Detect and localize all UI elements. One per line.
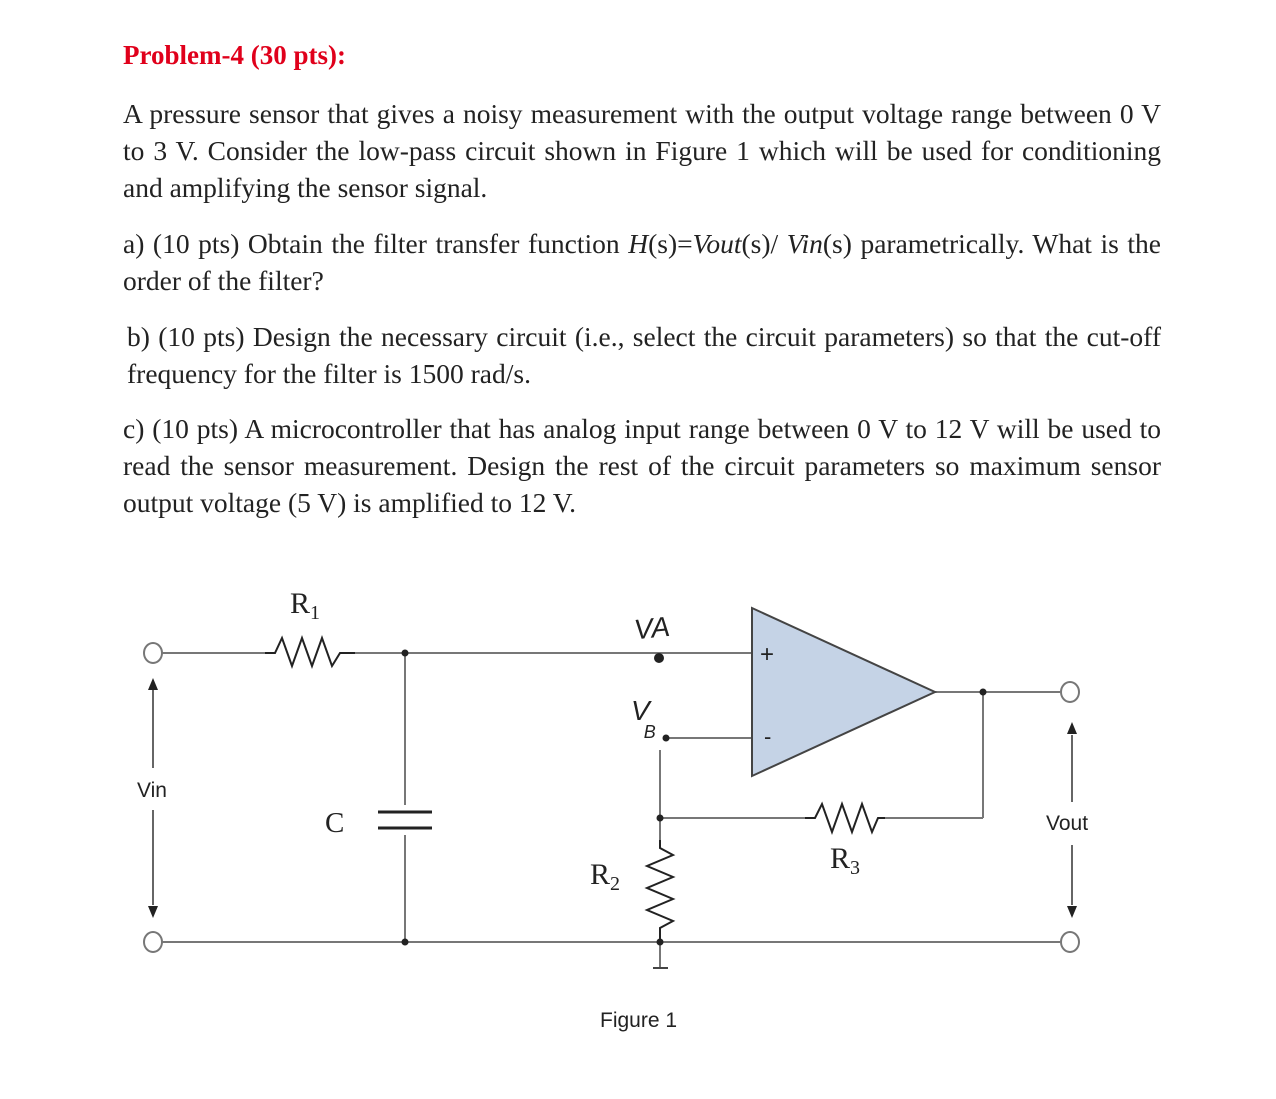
label-vin: Vin [137, 779, 167, 802]
label-r1: $R_1$ [290, 587, 321, 624]
label-r3: $R_3$ [830, 842, 861, 879]
opamp-minus-label: - [764, 724, 772, 749]
label-vout: Vout [1046, 812, 1089, 835]
circuit-wires [162, 653, 1060, 968]
problem-title: Problem-4 (30 pts): [123, 40, 346, 70]
terminals [144, 643, 1079, 952]
resistor-r2 [647, 840, 673, 940]
vout-top-terminal [1061, 682, 1079, 702]
label-va: VA [632, 610, 672, 646]
vin-bottom-terminal [144, 932, 162, 952]
part-b-question: b) (10 pts) Design the necessary circuit (i.e., select the circuit parameters) so that the cut-off frequency for the filter is 1500 rad/s. [127, 321, 1161, 389]
capacitor-c [378, 812, 432, 828]
resistor-r1 [265, 638, 355, 666]
label-c: C [325, 807, 345, 839]
part-c-question: c) (10 pts) A microcontroller that has analog input range between 0 V to 12 V will be used to read the sensor measurement. Design the rest of the circuit parameters so maximum sensor output voltage (5 V) is amplified to 12 V. [123, 413, 1161, 518]
problem-intro: A pressure sensor that gives a noisy measurement with the output voltage range between 0 V to 3 V. Consider the low-pass circuit shown in Figure 1 which will be used for conditioning and amplifying the sensor signal. [123, 98, 1161, 203]
part-a-s1: (s)= [648, 228, 693, 259]
part-a-s2: (s)/ [741, 228, 787, 259]
figure-caption: Figure 1 [600, 1009, 678, 1032]
part-a-Vout: Vout [692, 228, 742, 259]
part-a-suffix: parametrically. What is the order of the filter? [123, 228, 1161, 296]
label-r2: $R_2$ [590, 858, 621, 895]
vout-bottom-terminal [1061, 932, 1079, 952]
vin-top-terminal [144, 643, 162, 663]
part-a-H: H [628, 228, 649, 259]
label-vb: V B [631, 695, 656, 742]
resistor-r3 [805, 804, 885, 832]
part-a-prefix: a) (10 pts) Obtain the filter transfer function [123, 228, 629, 259]
opamp-plus-label: + [760, 641, 775, 668]
part-a-Vin: Vin [786, 228, 823, 259]
part-a-s3: (s) [822, 228, 852, 259]
opamp [752, 608, 935, 776]
